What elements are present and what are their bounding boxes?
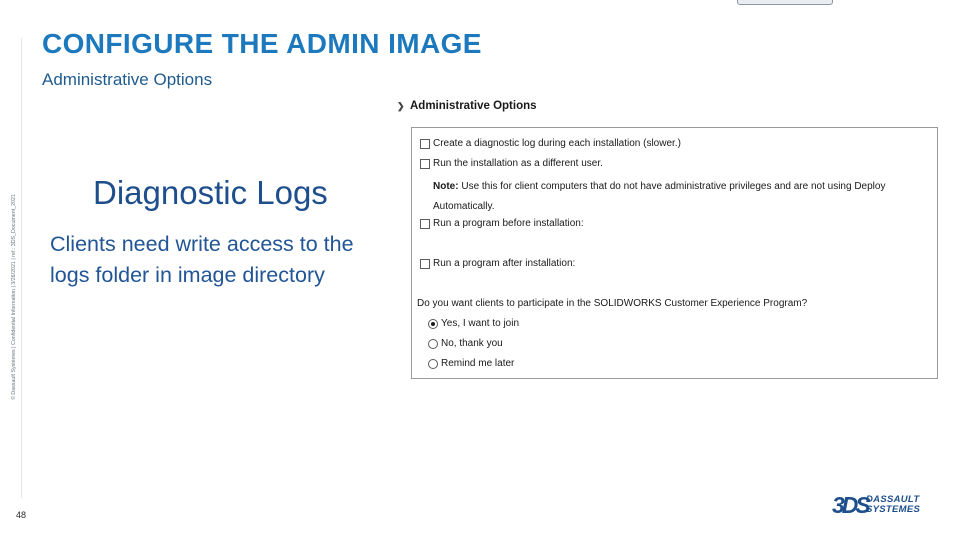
run-after-checkbox[interactable]	[420, 259, 430, 269]
radio-label: Remind me later	[441, 358, 515, 369]
admin-options-header-label: Administrative Options	[410, 100, 537, 112]
confidentiality-note: © Dassault Systèmes | Confidential Information | 3/26/2021 | ref.: 3DS_Document_2021	[11, 194, 17, 400]
note-label: Note:	[433, 181, 459, 192]
radio-no[interactable]	[428, 339, 438, 349]
radio-option-remind[interactable]	[428, 358, 514, 369]
radio-yes[interactable]	[428, 319, 438, 329]
body-heading: Diagnostic Logs	[93, 174, 328, 211]
option-run-before[interactable]	[420, 218, 584, 229]
slide-title: CONFIGURE THE ADMIN IMAGE	[42, 28, 482, 59]
note-body: Use this for client computers that do not have administrative privileges and are not using Deploy Automatically.	[433, 181, 886, 212]
admin-options-header[interactable]	[397, 100, 537, 112]
logo-text	[866, 495, 920, 515]
radio-option-no[interactable]	[428, 338, 503, 349]
option-diagnostic-log[interactable]	[420, 138, 681, 149]
page-number: 48	[16, 510, 27, 520]
admin-options-panel	[411, 127, 938, 379]
run-as-user-checkbox[interactable]	[420, 159, 430, 169]
logo-line-2: SYSTEMES	[866, 504, 921, 515]
dassault-logo	[832, 492, 928, 522]
chevron-down-icon[interactable]: ❯	[397, 101, 405, 111]
left-divider	[21, 38, 22, 498]
option-run-as-different-user[interactable]	[420, 158, 603, 169]
note-text	[433, 177, 903, 217]
diagnostic-log-checkbox[interactable]	[420, 139, 430, 149]
option-label: Create a diagnostic log during each installation (slower.)	[433, 138, 681, 149]
option-label: Run a program before installation:	[433, 218, 584, 229]
radio-remind[interactable]	[428, 359, 438, 369]
slide-subtitle: Administrative Options	[42, 70, 213, 89]
cep-question: Do you want clients to participate in the SOLIDWORKS Customer Experience Program?	[417, 298, 808, 309]
logo-line-1: DASSAULT	[866, 494, 920, 505]
body-text: Clients need write access to the logs folder in image directory	[50, 232, 354, 287]
radio-option-yes[interactable]	[428, 318, 519, 329]
run-before-checkbox[interactable]	[420, 219, 430, 229]
radio-label: Yes, I want to join	[441, 318, 520, 329]
radio-label: No, thank you	[441, 338, 503, 349]
option-label: Run the installation as a different user.	[433, 158, 603, 169]
top-tab-button[interactable]	[737, 0, 833, 5]
3ds-logo-icon: 3DS	[832, 492, 868, 518]
option-run-after[interactable]	[420, 258, 575, 269]
option-label: Run a program after installation:	[433, 258, 576, 269]
